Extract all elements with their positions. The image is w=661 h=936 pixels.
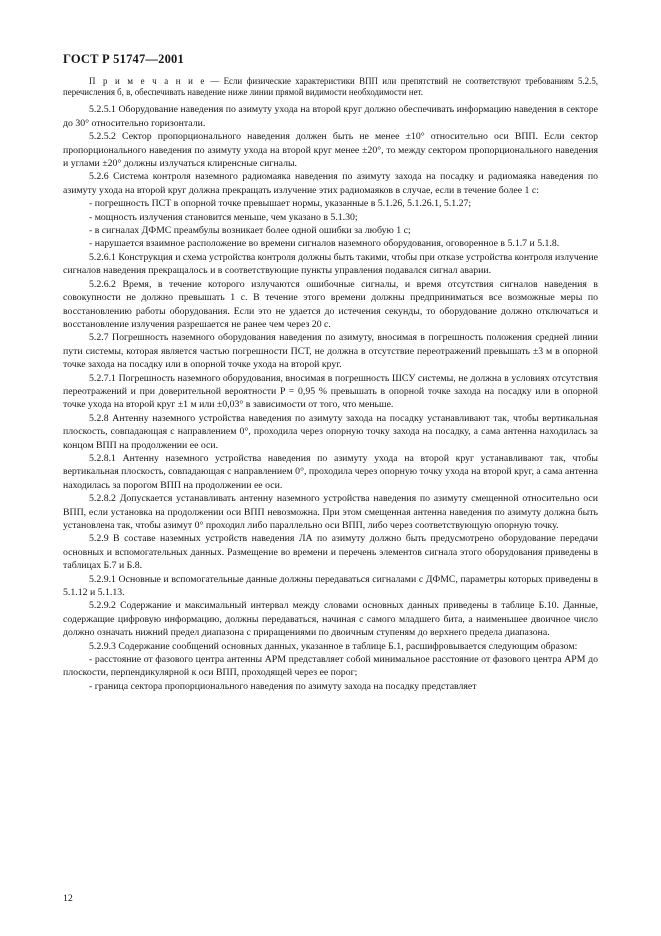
body-text — [63, 76, 598, 693]
paragraph-5-2-6: 5.2.6 Система контроля наземного радиомаяка наведения по азимуту захода на посадку и радиомаяка наведения по азимуту ухода на второй круг должна прекращать излучение этих радиомаяков в случае, если в течение более 1 с: — [63, 171, 598, 196]
paragraph-5-2-6-2: 5.2.6.2 Время, в течение которого излучаются ошибочные сигналы, и время отсутствия сигналов наведения в совокупности не должно превышать 1 с. В течение этого времени должны предприниматься все возможные меры по восстановлению работы оборудования. Если это не удается до истечения секунды, то оборудование должно отключаться и восстановление излучения разрешается не ранее чем через 20 с. — [63, 278, 598, 330]
page-header: ГОСТ Р 51747—2001 — [63, 52, 184, 66]
list-item: - расстояние от фазового центра антенны АРМ представляет собой минимальное расстояние от фазового центра АРМ до плоскости, перпендикулярной к оси ВПП, проходящей через ее порог; — [63, 654, 598, 679]
paragraph-5-2-7-1: 5.2.7.1 Погрешность наземного оборудования, вносимая в погрешность ШСУ системы, не должна в условиях отсутствия переотражений и при доверительной вероятности P = 0,95 % превышать в опорной точке захода на посадку или в опорной точке ухода на второй круг ±1 м или ±0,03° в зависимости от того, что меньше. — [63, 372, 598, 411]
paragraph-5-2-5-2: 5.2.5.2 Сектор пропорционального наведения должен быть не менее ±10° относительно оси ВПП. Если сектор пропорционального наведения по азимуту ухода на второй круг менее ±20°, то между сектором пропорционального наведения и углами ±20° должны излучаться клиренсные сигналы. — [63, 131, 598, 170]
note-text: — Если физические характеристики ВПП или препятствий не соответствуют требованиям 5.2.5, перечисления б, в, обеспечивать наведение ниже линии прямой видимости необходимости нет. — [63, 76, 598, 98]
paragraph-5-2-8: 5.2.8 Антенну наземного устройства наведения по азимуту захода на посадку устанавливают так, чтобы вертикальная плоскость, совпадающая с направлением 0°, проходила через опорную точку захода на посадку, а сама антенна находилась за концом ВПП на продолжении ее оси. — [63, 412, 598, 451]
paragraph-5-2-9: 5.2.9 В составе наземных устройств наведения ЛА по азимуту должно быть предусмотрено оборудование передачи основных и вспомогательных данных. Размещение во времени и перечень элементов сигнала этого оборудования приведены в таблицах Б.7 и Б.8. — [63, 533, 598, 572]
page-number: 12 — [63, 893, 73, 904]
note — [63, 76, 598, 98]
paragraph-5-2-9-2: 5.2.9.2 Содержание и максимальный интервал между словами основных данных приведены в таблице Б.10. Данные, содержащие цифровую информацию, должны передаваться, начиная с самого младшего бита, а наименьшее двоичное число должно означать нижний предел диапазона с приращениями по двоичным ступеням до верхнего предела диапазона. — [63, 600, 598, 639]
paragraph-5-2-7: 5.2.7 Погрешность наземного оборудования наведения по азимуту, вносимая в погрешность положения средней линии пути системы, которая является частью погрешности ПСТ, не должна в отсутствие переотражений превышать ±3 м в опорной точке захода на посадку или в опорной точке ухода на второй круг. — [63, 332, 598, 371]
paragraph-5-2-8-1: 5.2.8.1 Антенну наземного устройства наведения по азимуту ухода на второй круг устанавливают так, чтобы вертикальная плоскость, совпадающая с направлением 0°, проходила через опорную точку ухода на второй круг, а сама антенна находилась за порогом ВПП на продолжении ее оси. — [63, 452, 598, 491]
list-item: - погрешность ПСТ в опорной точке превышает нормы, указанные в 5.1.26, 5.1.26.1, 5.1.27; — [89, 198, 472, 210]
paragraph-5-2-9-3: 5.2.9.3 Содержание сообщений основных данных, указанное в таблице Б.1, расшифровывается следующим образом: — [89, 640, 578, 652]
note-label: П р и м е ч а н и е — [89, 76, 206, 86]
paragraph-5-2-8-2: 5.2.8.2 Допускается устанавливать антенну наземного устройства наведения по азимуту смещенной относительно оси ВПП, если установка на продолжении оси ВПП невозможна. При этом смещенная антенна наведения по азимуту должна быть установлена так, чтобы азимут 0° проходил либо параллельно оси ВПП, либо через соответствующую опорную точку. — [63, 493, 598, 531]
paragraph-5-2-5-1: 5.2.5.1 Оборудование наведения по азимуту ухода на второй круг должно обеспечивать информацию наведения в секторе до 30° относительно горизонтали. — [63, 104, 598, 129]
list-item: - граница сектора пропорционального наведения по азимуту захода на посадку представляет — [89, 680, 477, 692]
list-item: - мощность излучения становится меньше, чем указано в 5.1.30; — [89, 211, 358, 223]
paragraph-5-2-6-1: 5.2.6.1 Конструкция и схема устройства контроля должны быть такими, чтобы при отказе устройства контроля излучение сигналов наведения прекращалось и в соответствующие пункты управления подавался сигнал аварии. — [63, 251, 598, 277]
paragraph-5-2-9-1: 5.2.9.1 Основные и вспомогательные данные должны передаваться сигналами с ДФМС, параметры которых приведены в 5.1.12 и 5.1.13. — [63, 573, 598, 599]
list-item: - нарушается взаимное расположение во времени сигналов наземного оборудования, оговоренное в 5.1.7 и 5.1.8. — [89, 238, 560, 250]
list-item: - в сигналах ДФМС преамбулы возникает более одной ошибки за любую 1 с; — [89, 225, 411, 237]
